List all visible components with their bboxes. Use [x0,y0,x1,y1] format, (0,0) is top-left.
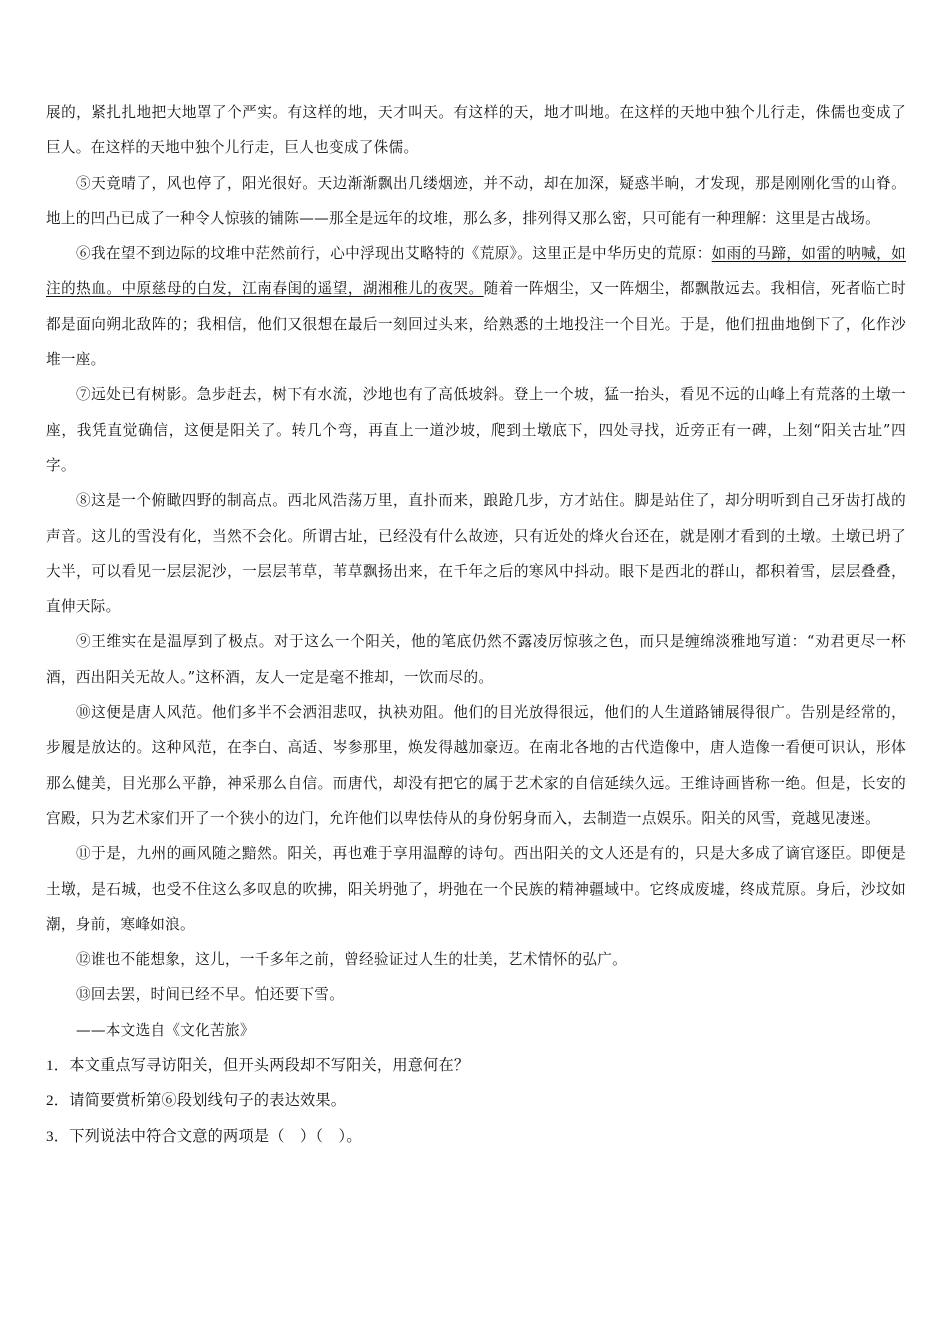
question-3 [46,1119,906,1154]
question-text: 请简要赏析第⑥段划线句子的表达效果。 [69,1092,347,1110]
paragraph-7: ⑦远处已有树影。急步赶去，树下有水流，沙地也有了高低坡斜。登上一个坡，猛一抬头，看见不远的山峰上有荒落的土墩一座，我凭直觉确信，这便是阳关了。转几个弯，再直上一道沙坡，爬到土墩底下，四处寻找，近旁正有一碑，上刻“阳关古址”四字。 [46,386,906,474]
paragraph-6-intro: ⑥我在望不到边际的坟堆中茫然前行，心中浮现出艾略特的《荒原》。这里正是中华历史的荒原： [76,245,712,263]
source-line: ——本文选自《文化苦旅》 [76,1021,255,1039]
underlined-sentence: 如雨的马蹄，如雷的呐喊，如注的热血。中原慈母的白发，江南春闺的遥望，湖湘稚儿的夜哭。 [46,245,906,298]
paragraph-5: ⑤天竟晴了，风也停了，阳光很好。天边渐渐飘出几缕烟迹，并不动，却在加深，疑惑半晌，才发现，那是刚刚化雪的山脊。地上的凹凸已成了一种令人惊骇的铺陈——那全是远年的坟堆，那么多，排列得又那么密，只可能有一种理解：这里是古战场。 [46,174,906,227]
paragraph-10: ⑩这便是唐人风范。他们多半不会洒泪悲叹，执袂劝阻。他们的目光放得很远，他们的人生道路铺展得很广。告别是经常的，步履是放达的。这种风范，在李白、高适、岑参那里，焕发得越加豪迈。在南北各地的古代造像中，唐人造像一看便可识认，形体那么健美，目光那么平静，神采那么自信。而唐代，却没有把它的属于艺术家的自信延续久远。王维诗画皆称一绝。但是，长安的宫殿，只为艺术家们开了一个狭小的边门，允许他们以卑怯侍从的身份躬身而入，去制造一点娱乐。阳关的风雪，竟越见凄迷。 [46,704,906,827]
paragraph-13: ⑬回去罢，时间已经不早。怕还要下雪。 [76,986,345,1004]
paragraph-9: ⑨王维实在是温厚到了极点。对于这么一个阳关，他的笔底仍然不露凌厉惊骇之色，而只是缠绵淡雅地写道：“劝君更尽一杯酒，西出阳关无故人。”这杯酒，友人一定是毫不推却，一饮而尽的。 [46,633,906,686]
question-number: 2． [46,1092,70,1110]
question-2 [46,1083,906,1118]
question-1 [46,1048,906,1083]
paragraph-11: ⑪于是，九州的画风随之黯然。阳关，再也难于享用温醇的诗句。西出阳关的文人还是有的，只是大多成了谪官逐臣。即便是土墩，是石城，也受不住这么多叹息的吹拂，阳关坍弛了，坍弛在一个民族的精神疆域中。它终成废墟，终成荒原。身后，沙坟如潮，身前，寒峰如浪。 [46,845,906,933]
paragraph-6-rest: 随着一阵烟尘，又一阵烟尘，都飘散远去。我相信，死者临亡时都是面向朔北敌阵的；我相信，他们又很想在最后一刻回过头来，给熟悉的土地投注一个目光。于是，他们扭曲地倒下了，化作沙堆一座。 [46,280,907,369]
paragraph-8: ⑧这是一个俯瞰四野的制高点。西北风浩荡万里，直扑而来，踉跄几步，方才站住。脚是站住了，却分明听到自己牙齿打战的声音。这儿的雪没有化，当然不会化。所谓古址，已经没有什么故迹，只有近处的烽火台还在，就是刚才看到的土墩。土墩已坍了大半，可以看见一层层泥沙，一层层苇草，苇草飘扬出来，在千年之后的寒风中抖动。眼下是西北的群山，都积着雪，层层叠叠，直伸天际。 [46,492,906,616]
paragraph-6 [46,236,906,377]
question-number: 1． [46,1057,70,1075]
question-text: 下列说法中符合文意的两项是（ ）（ ）。 [69,1127,362,1145]
questions-list [46,1048,906,1154]
paragraph-continued: 展的，紧扎扎地把大地罩了个严实。有这样的地，天才叫天。有这样的天，地才叫地。在这样的天地中独个儿行走，侏儒也变成了巨人。在这样的天地中独个儿行走，巨人也变成了侏儒。 [46,104,906,157]
article-body [46,95,906,1154]
paragraph-12: ⑫谁也不能想象，这儿，一千多年之前，曾经验证过人生的壮美，艺术情怀的弘广。 [76,951,628,969]
question-number: 3． [46,1127,70,1145]
question-text: 本文重点写寻访阳关，但开头两段却不写阳关，用意何在？ [69,1057,470,1075]
